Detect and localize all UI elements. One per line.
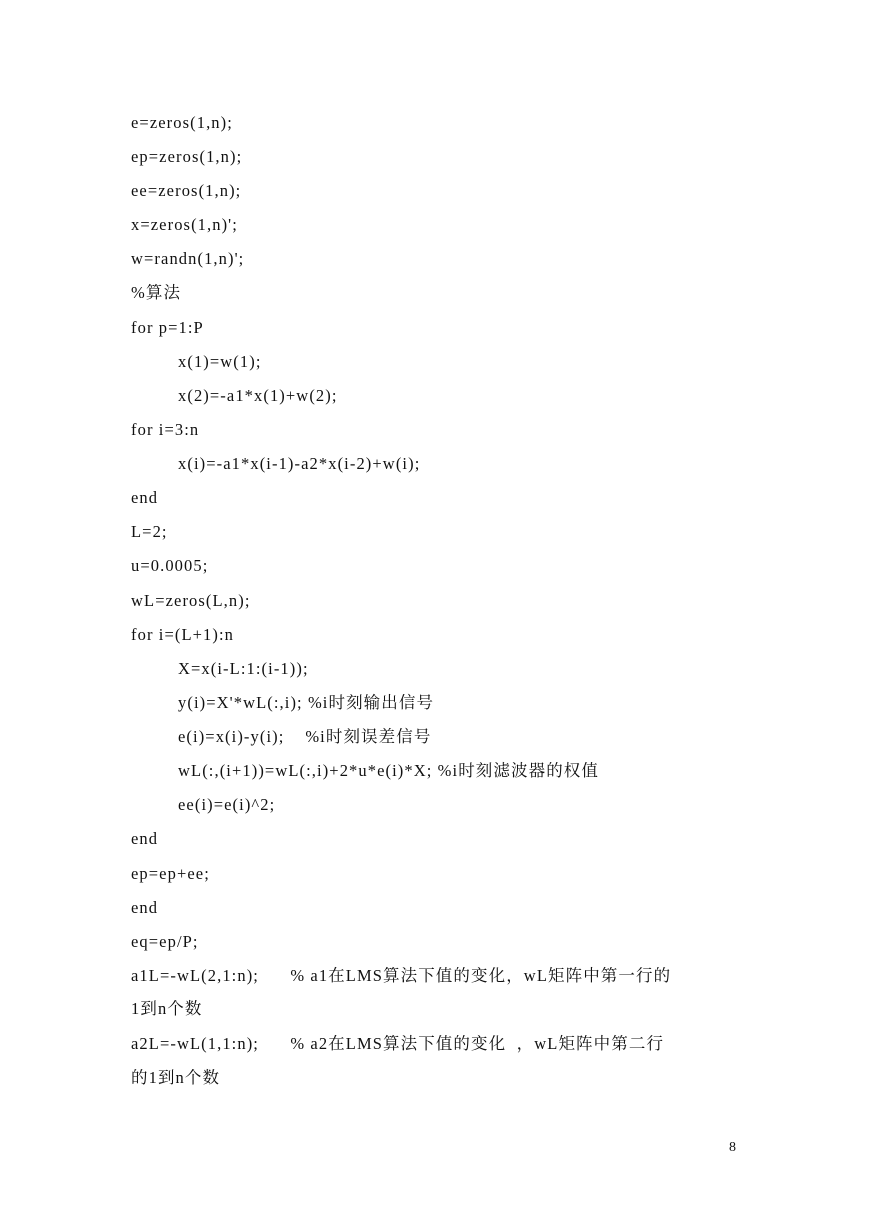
code-line: L=2; [131, 522, 168, 541]
code-line: a2L=-wL(1,1:n); % a2在LMS算法下值的变化 ，wL矩阵中第二行 [131, 1034, 665, 1053]
comment-line: %算法 [131, 283, 182, 302]
code-line: x(1)=w(1); [178, 352, 262, 371]
code-line: y(i)=X'*wL(:,i); %i时刻输出信号 [178, 693, 435, 712]
code-line: x(i)=-a1*x(i-1)-a2*x(i-2)+w(i); [178, 454, 421, 473]
code-line: for i=(L+1):n [131, 625, 235, 644]
code-line: x=zeros(1,n)'; [131, 215, 238, 234]
code-line-continuation: 1到n个数 [131, 999, 203, 1018]
code-line: for i=3:n [131, 420, 200, 439]
code-line: ep=zeros(1,n); [131, 147, 243, 166]
code-line: x(2)=-a1*x(1)+w(2); [178, 386, 338, 405]
code-line: end [131, 488, 159, 507]
code-line: wL=zeros(L,n); [131, 591, 251, 610]
code-line: w=randn(1,n)'; [131, 249, 245, 268]
code-line: end [131, 829, 159, 848]
code-line: wL(:,(i+1))=wL(:,i)+2*u*e(i)*X; %i时刻滤波器的权值 [178, 761, 600, 780]
code-line: ep=ep+ee; [131, 864, 210, 883]
code-line: for p=1:P [131, 318, 204, 337]
code-line: ee=zeros(1,n); [131, 181, 242, 200]
code-line: e(i)=x(i)-y(i); %i时刻误差信号 [178, 727, 432, 746]
code-line: e=zeros(1,n); [131, 113, 233, 132]
code-line-continuation: 的1到n个数 [131, 1068, 221, 1087]
code-line: X=x(i-L:1:(i-1)); [178, 659, 309, 678]
code-line: eq=ep/P; [131, 932, 199, 951]
code-line: a1L=-wL(2,1:n); % a1在LMS算法下值的变化，wL矩阵中第一行的 [131, 966, 672, 985]
code-line: u=0.0005; [131, 556, 209, 575]
code-line: end [131, 898, 159, 917]
page-number: 8 [729, 1140, 736, 1155]
code-line: ee(i)=e(i)^2; [178, 795, 276, 814]
